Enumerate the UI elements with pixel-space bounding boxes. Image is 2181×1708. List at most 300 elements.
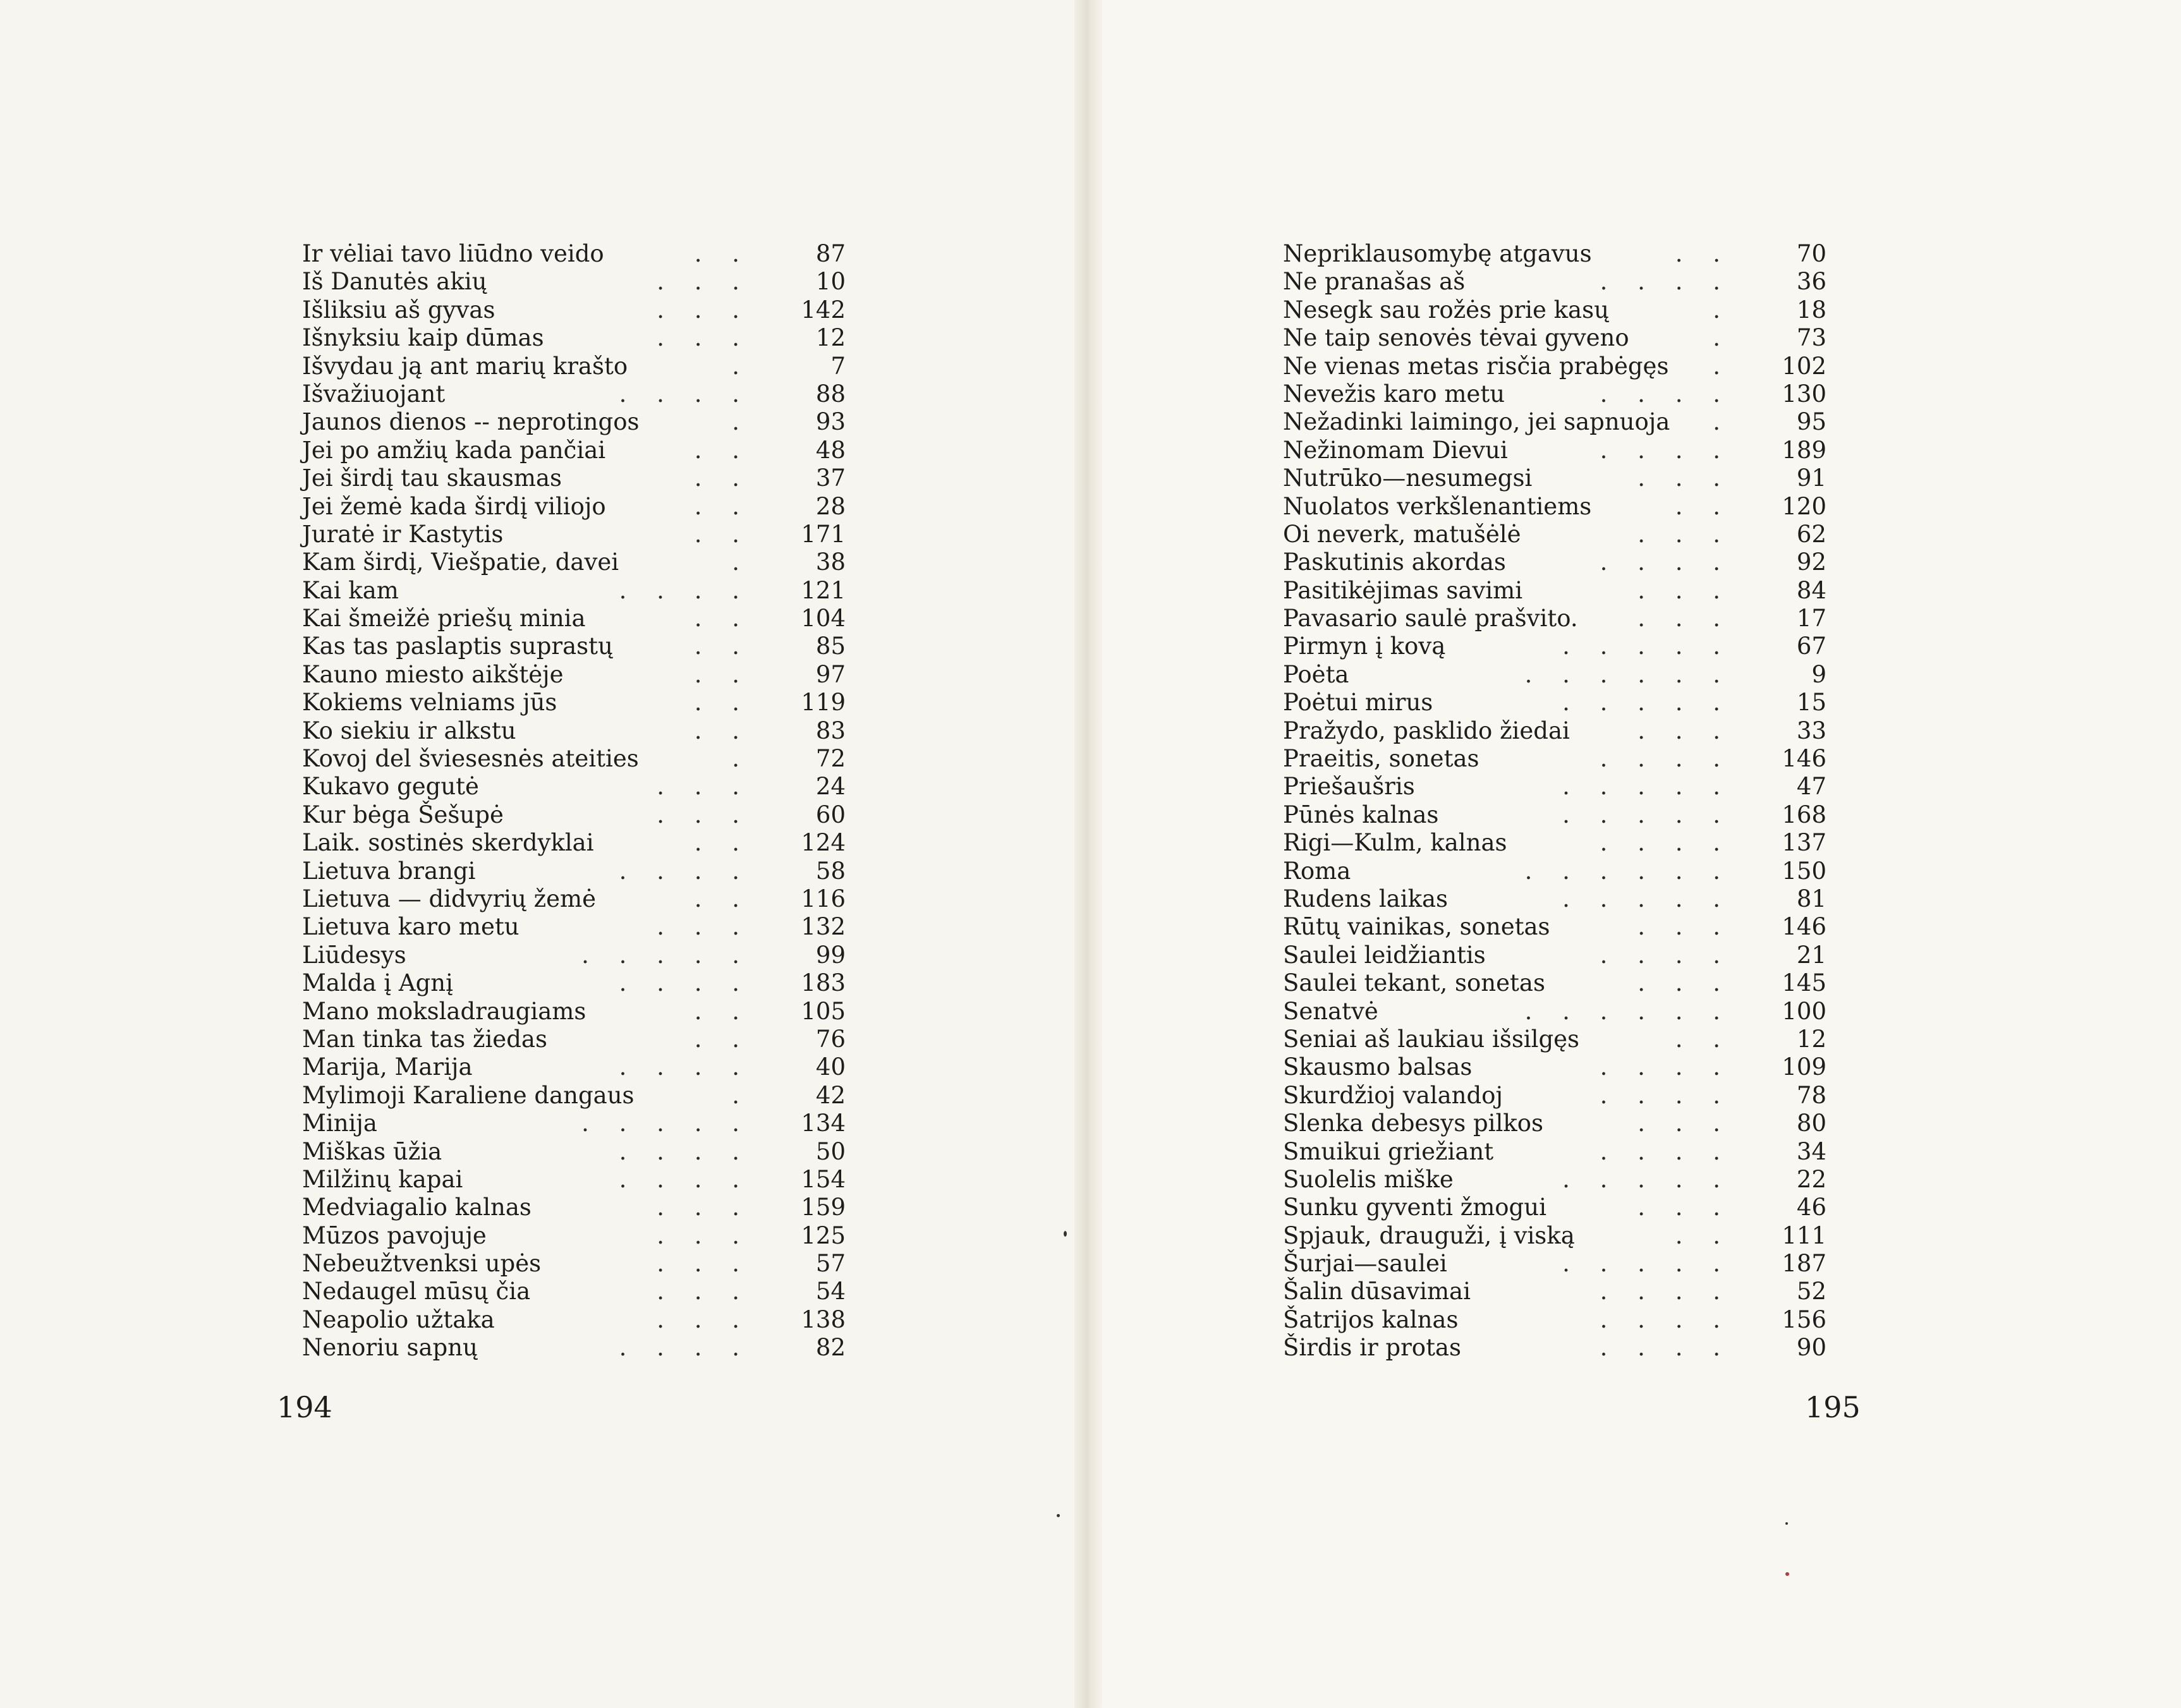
index-entry (1283, 913, 1826, 941)
index-entry (1283, 1222, 1826, 1250)
index-entry (302, 969, 846, 997)
index-entry (1283, 548, 1826, 576)
entry-leader-dots: . . . . (1600, 548, 1732, 576)
entry-title: Pavasario saulė prašvito. (1283, 605, 1578, 633)
entry-title: Juratė ir Kastytis (302, 520, 504, 548)
entry-page-number: 137 (1782, 829, 1826, 857)
entry-leader-dots: . . . . (1600, 380, 1732, 408)
entry-page-number: 95 (1796, 408, 1826, 436)
entry-page-number: 57 (815, 1250, 846, 1278)
entry-page-number: 90 (1796, 1334, 1826, 1362)
index-entry (302, 1194, 846, 1221)
entry-leader-dots: . . . . (619, 380, 751, 408)
entry-title: Suolelis miške (1283, 1165, 1454, 1193)
entry-title: Neapolio užtaka (302, 1305, 495, 1333)
entry-leader-dots: . . (694, 520, 751, 548)
entry-page-number: 78 (1796, 1081, 1826, 1109)
entry-title: Kukavo gegutė (302, 773, 479, 801)
index-entry (302, 577, 846, 605)
entry-page-number: 102 (1782, 352, 1826, 380)
entry-leader-dots: . . (1675, 240, 1732, 267)
entry-page-number: 46 (1796, 1194, 1826, 1221)
index-entry (302, 1138, 846, 1166)
entry-leader-dots: . . (1675, 1221, 1732, 1249)
index-entry (302, 801, 846, 829)
entry-page-number: 125 (801, 1221, 846, 1249)
entry-leader-dots: . . . . (1600, 268, 1732, 296)
entry-page-number: 189 (1782, 436, 1826, 464)
entry-page-number: 87 (815, 240, 846, 267)
entry-leader-dots: . . (694, 997, 751, 1025)
entry-title: Išvažiuojant (302, 380, 446, 408)
index-entry (1283, 773, 1826, 801)
index-entry (1283, 1082, 1826, 1110)
index-entry (302, 380, 846, 408)
entry-leader-dots: . . . (657, 1250, 751, 1278)
entry-page-number: 67 (1796, 633, 1826, 660)
entry-title: Priešaušris (1283, 773, 1415, 801)
entry-title: Paskutinis akordas (1283, 548, 1506, 576)
entry-leader-dots: . . . (657, 1221, 751, 1249)
entry-title: Man tinka tas žiedas (302, 1025, 547, 1053)
entry-leader-dots: . . . (1637, 576, 1732, 604)
index-entry (1283, 745, 1826, 773)
entry-leader-dots: . . (694, 240, 751, 267)
entry-page-number: 119 (801, 689, 846, 717)
index-entry (302, 1334, 846, 1362)
entry-leader-dots: . . . (657, 773, 751, 801)
index-entry (1283, 689, 1826, 717)
entry-leader-dots: . . . (1637, 605, 1732, 633)
index-entry (1283, 268, 1826, 296)
entry-title: Lietuva karo metu (302, 913, 519, 941)
entry-leader-dots: . . (694, 492, 751, 520)
entry-leader-dots: . . (1675, 1025, 1732, 1053)
entry-leader-dots: . . . . (1600, 1081, 1732, 1109)
index-entry (302, 633, 846, 660)
index-entry (1283, 885, 1826, 913)
entry-page-number: 24 (815, 773, 846, 801)
entry-leader-dots: . . (694, 717, 751, 744)
entry-leader-dots: . . . (657, 324, 751, 352)
entry-leader-dots: . . . . . . (1524, 857, 1732, 885)
entry-page-number: 28 (815, 492, 846, 520)
entry-page-number: 70 (1796, 240, 1826, 267)
index-entry (1283, 633, 1826, 660)
entry-title: Kam širdį, Viešpatie, davei (302, 548, 619, 576)
index-entry (1283, 717, 1826, 745)
entry-leader-dots: . (732, 548, 751, 576)
entry-leader-dots: . . . . . . (1524, 997, 1732, 1025)
entry-leader-dots: . . . (657, 268, 751, 296)
index-entry (302, 689, 846, 717)
index-entry (1283, 1334, 1826, 1362)
entry-leader-dots: . . (694, 660, 751, 688)
entry-title: Slenka debesys pilkos (1283, 1110, 1543, 1137)
index-entry (302, 857, 846, 885)
entry-page-number: 130 (1782, 380, 1826, 408)
entry-leader-dots: . . . . (619, 1137, 751, 1165)
entry-title: Nepriklausomybę atgavus (1283, 240, 1592, 267)
entry-leader-dots: . . . (657, 913, 751, 941)
index-entry (302, 1166, 846, 1194)
entry-page-number: 7 (830, 352, 846, 380)
index-entry (1283, 1166, 1826, 1194)
index-entry (302, 1053, 846, 1081)
index-entry (1283, 493, 1826, 521)
entry-leader-dots: . . . . (1600, 1334, 1732, 1362)
index-entry (302, 240, 846, 268)
entry-title: Nebeužtvenksi upės (302, 1250, 542, 1278)
index-entry (1283, 857, 1826, 885)
entry-title: Pražydo, pasklido žiedai (1283, 717, 1570, 744)
index-entry (302, 1026, 846, 1053)
index-entry (1283, 969, 1826, 997)
entry-title: Medviagalio kalnas (302, 1194, 532, 1221)
entry-title: Nuolatos verkšlenantiems (1283, 492, 1592, 520)
index-entry (302, 268, 846, 296)
index-entry (302, 1250, 846, 1278)
entry-leader-dots: . (732, 1081, 751, 1109)
entry-title: Senatvė (1283, 997, 1378, 1025)
entry-title: Lietuva — didvyrių žemė (302, 885, 596, 912)
paper-speck (1785, 1572, 1789, 1576)
entry-title: Kovoj del šviesesnės ateities (302, 745, 639, 773)
entry-page-number: 42 (815, 1081, 846, 1109)
entry-page-number: 154 (801, 1165, 846, 1193)
entry-title: Sunku gyventi žmogui (1283, 1194, 1546, 1221)
entry-page-number: 121 (801, 576, 846, 604)
entry-title: Išliksiu aš gyvas (302, 296, 495, 324)
index-entry (1283, 380, 1826, 408)
entry-leader-dots: . . . (1637, 969, 1732, 997)
entry-page-number: 145 (1782, 969, 1826, 997)
entry-page-number: 138 (801, 1305, 846, 1333)
entry-title: Ne vienas metas risčia prabėgęs (1283, 352, 1669, 380)
entry-page-number: 159 (801, 1194, 846, 1221)
entry-leader-dots: . (732, 352, 751, 380)
entry-leader-dots: . . . . (619, 969, 751, 997)
entry-leader-dots: . . . . (1600, 1305, 1732, 1333)
entry-leader-dots: . . (694, 633, 751, 660)
entry-page-number: 76 (815, 1025, 846, 1053)
entry-title: Marija, Marija (302, 1053, 473, 1081)
entry-page-number: 142 (801, 296, 846, 324)
index-entry (302, 942, 846, 969)
index-entry (302, 296, 846, 324)
entry-title: Mano moksladraugiams (302, 997, 586, 1025)
index-entry (302, 745, 846, 773)
index-entry (302, 464, 846, 492)
entry-page-number: 33 (1796, 717, 1826, 744)
entry-page-number: 92 (1796, 548, 1826, 576)
entry-title: Šatrijos kalnas (1283, 1305, 1459, 1333)
entry-title: Nežadinki laimingo, jei sapnuoja (1283, 408, 1670, 436)
entry-page-number: 150 (1782, 857, 1826, 885)
entry-title: Išvydau ją ant marių krašto (302, 352, 628, 380)
entry-page-number: 50 (815, 1137, 846, 1165)
entry-leader-dots: . . . (657, 1278, 751, 1305)
index-entry (1283, 521, 1826, 548)
entry-leader-dots: . . . . . (1562, 773, 1732, 801)
index-entry (1283, 353, 1826, 380)
entry-page-number: 111 (1782, 1221, 1826, 1249)
left-index-list (302, 240, 846, 1362)
entry-title: Ko siekiu ir alkstu (302, 717, 516, 744)
index-entry (302, 773, 846, 801)
entry-page-number: 93 (815, 408, 846, 436)
entry-page-number: 82 (815, 1334, 846, 1362)
entry-leader-dots: . . . . (619, 1053, 751, 1081)
entry-page-number: 120 (1782, 492, 1826, 520)
entry-page-number: 62 (1796, 520, 1826, 548)
entry-title: Kauno miesto aikštėje (302, 660, 564, 688)
index-entry (1283, 324, 1826, 352)
entry-leader-dots: . . . (657, 1194, 751, 1221)
index-entry (1283, 240, 1826, 268)
entry-leader-dots: . . . . . (581, 941, 751, 969)
entry-title: Kai kam (302, 576, 399, 604)
entry-title: Nenoriu sapnų (302, 1334, 478, 1362)
entry-page-number: 58 (815, 857, 846, 885)
entry-leader-dots: . . . . . (1562, 633, 1732, 660)
entry-title: Ir vėliai tavo liūdno veido (302, 240, 604, 267)
entry-page-number: 134 (801, 1110, 846, 1137)
entry-page-number: 10 (815, 268, 846, 296)
index-entry (302, 521, 846, 548)
entry-page-number: 187 (1782, 1250, 1826, 1278)
entry-page-number: 171 (801, 520, 846, 548)
entry-page-number: 91 (1796, 464, 1826, 492)
entry-page-number: 104 (801, 605, 846, 633)
entry-page-number: 36 (1796, 268, 1826, 296)
index-entry (1283, 1306, 1826, 1334)
entry-leader-dots: . . (694, 1025, 751, 1053)
entry-leader-dots: . . . . . (1562, 885, 1732, 912)
entry-title: Nesegk sau rožės prie kasų (1283, 296, 1609, 324)
entry-leader-dots: . . (694, 464, 751, 492)
entry-leader-dots: . . . (657, 801, 751, 828)
entry-title: Lietuva brangi (302, 857, 476, 885)
entry-leader-dots: . . . (1637, 1194, 1732, 1221)
entry-page-number: 85 (815, 633, 846, 660)
entry-page-number: 47 (1796, 773, 1826, 801)
index-entry (302, 829, 846, 857)
entry-page-number: 22 (1796, 1165, 1826, 1193)
entry-title: Jei po amžių kada pančiai (302, 436, 606, 464)
entry-title: Jei širdį tau skausmas (302, 464, 562, 492)
index-entry (302, 605, 846, 633)
index-entry (1283, 1053, 1826, 1081)
entry-page-number: 109 (1782, 1053, 1826, 1081)
index-entry (302, 437, 846, 464)
entry-leader-dots: . . . . (1600, 1053, 1732, 1081)
entry-leader-dots: . (1713, 352, 1732, 380)
index-entry (302, 548, 846, 576)
entry-title: Jei žemė kada širdį viliojo (302, 492, 606, 520)
entry-page-number: 99 (815, 941, 846, 969)
entry-leader-dots: . . (1675, 492, 1732, 520)
index-entry (302, 885, 846, 913)
entry-title: Skausmo balsas (1283, 1053, 1473, 1081)
entry-title: Malda į Agnį (302, 969, 453, 997)
entry-title: Išnyksiu kaip dūmas (302, 324, 544, 352)
entry-leader-dots: . . . . (619, 576, 751, 604)
index-entry (1283, 1250, 1826, 1278)
entry-title: Pasitikėjimas savimi (1283, 576, 1523, 604)
index-entry (1283, 801, 1826, 829)
entry-page-number: 12 (1796, 1025, 1826, 1053)
entry-page-number: 72 (815, 745, 846, 773)
entry-page-number: 48 (815, 436, 846, 464)
index-entry (302, 1110, 846, 1137)
entry-page-number: 54 (815, 1278, 846, 1305)
index-entry (1283, 1138, 1826, 1166)
entry-title: Skurdžioj valandoj (1283, 1081, 1503, 1109)
entry-page-number: 73 (1796, 324, 1826, 352)
entry-leader-dots: . . (694, 605, 751, 633)
entry-title: Rūtų vainikas, sonetas (1283, 913, 1550, 941)
entry-title: Kas tas paslaptis suprastų (302, 633, 613, 660)
entry-page-number: 52 (1796, 1278, 1826, 1305)
entry-page-number: 146 (1782, 745, 1826, 773)
entry-title: Nutrūko—nesumegsi (1283, 464, 1533, 492)
entry-title: Seniai aš laukiau išsilgęs (1283, 1025, 1580, 1053)
entry-leader-dots: . (732, 408, 751, 436)
index-entry (1283, 829, 1826, 857)
entry-title: Ne pranašas aš (1283, 268, 1466, 296)
entry-title: Šurjai—saulei (1283, 1250, 1447, 1278)
entry-title: Mylimoji Karaliene dangaus (302, 1081, 635, 1109)
entry-title: Saulei tekant, sonetas (1283, 969, 1545, 997)
index-entry (1283, 437, 1826, 464)
entry-leader-dots: . . . . . . (1524, 660, 1732, 688)
index-entry (302, 1082, 846, 1110)
index-entry (1283, 942, 1826, 969)
entry-page-number: 34 (1796, 1137, 1826, 1165)
page-number-right: 195 (1805, 1390, 1861, 1424)
entry-leader-dots: . . (694, 689, 751, 717)
index-entry (302, 717, 846, 745)
entry-leader-dots: . . . . (1600, 436, 1732, 464)
entry-leader-dots: . . . (657, 1305, 751, 1333)
entry-leader-dots: . . . . . (1562, 1165, 1732, 1193)
entry-title: Praeitis, sonetas (1283, 745, 1479, 773)
index-entry (1283, 1110, 1826, 1137)
right-index-list (1283, 240, 1826, 1362)
index-entry (302, 324, 846, 352)
entry-title: Nežinomam Dievui (1283, 436, 1508, 464)
index-entry (1283, 605, 1826, 633)
book-gutter (1074, 0, 1102, 1708)
entry-page-number: 21 (1796, 941, 1826, 969)
entry-title: Kokiems velniams jūs (302, 689, 557, 717)
entry-title: Mūzos pavojuje (302, 1221, 487, 1249)
entry-page-number: 17 (1796, 605, 1826, 633)
index-entry (1283, 296, 1826, 324)
entry-leader-dots: . . . . (1600, 745, 1732, 773)
entry-leader-dots: . (732, 745, 751, 773)
entry-leader-dots: . . . . . (1562, 1250, 1732, 1278)
paper-speck (1064, 1231, 1067, 1237)
entry-page-number: 124 (801, 829, 846, 857)
index-entry (302, 998, 846, 1026)
entry-leader-dots: . . . (1637, 1110, 1732, 1137)
entry-page-number: 132 (801, 913, 846, 941)
entry-leader-dots: . . . . . (1562, 689, 1732, 717)
entry-leader-dots: . (1713, 408, 1732, 436)
entry-leader-dots: . . . . (1600, 1278, 1732, 1305)
entry-page-number: 168 (1782, 801, 1826, 828)
entry-title: Poėtui mirus (1283, 689, 1433, 717)
entry-page-number: 156 (1782, 1305, 1826, 1333)
entry-title: Minija (302, 1110, 377, 1137)
entry-leader-dots: . . . . (1600, 829, 1732, 857)
index-entry (1283, 408, 1826, 436)
entry-page-number: 38 (815, 548, 846, 576)
entry-leader-dots: . (1713, 324, 1732, 352)
index-entry (302, 1222, 846, 1250)
entry-page-number: 37 (815, 464, 846, 492)
entry-page-number: 100 (1782, 997, 1826, 1025)
entry-title: Smuikui griežiant (1283, 1137, 1494, 1165)
entry-page-number: 116 (801, 885, 846, 912)
entry-title: Milžinų kapai (302, 1165, 463, 1193)
entry-page-number: 12 (815, 324, 846, 352)
entry-title: Širdis ir protas (1283, 1334, 1461, 1362)
entry-page-number: 9 (1811, 660, 1826, 688)
entry-title: Roma (1283, 857, 1351, 885)
page-number-left: 194 (277, 1390, 332, 1424)
entry-page-number: 40 (815, 1053, 846, 1081)
entry-leader-dots: . . (694, 829, 751, 857)
index-entry (1283, 577, 1826, 605)
entry-page-number: 80 (1796, 1110, 1826, 1137)
entry-title: Iš Danutės akių (302, 268, 487, 296)
entry-leader-dots: . (1713, 296, 1732, 324)
entry-leader-dots: . . . . (1600, 1137, 1732, 1165)
entry-leader-dots: . . . . (619, 1165, 751, 1193)
entry-leader-dots: . . . (1637, 913, 1732, 941)
entry-title: Kur bėga Šešupė (302, 801, 504, 828)
entry-leader-dots: . . . (1637, 717, 1732, 744)
entry-page-number: 183 (801, 969, 846, 997)
index-entry (302, 661, 846, 689)
entry-page-number: 18 (1796, 296, 1826, 324)
index-entry (1283, 464, 1826, 492)
entry-page-number: 83 (815, 717, 846, 744)
entry-title: Jaunos dienos -- neprotingos (302, 408, 640, 436)
entry-leader-dots: . . . . (619, 857, 751, 885)
entry-title: Saulei leidžiantis (1283, 941, 1486, 969)
entry-leader-dots: . . (694, 436, 751, 464)
entry-title: Pirmyn į kovą (1283, 633, 1446, 660)
entry-leader-dots: . . . . . (1562, 801, 1732, 828)
entry-page-number: 97 (815, 660, 846, 688)
index-entry (1283, 998, 1826, 1026)
entry-leader-dots: . . . (1637, 520, 1732, 548)
entry-page-number: 88 (815, 380, 846, 408)
entry-page-number: 105 (801, 997, 846, 1025)
paper-speck (1057, 1514, 1060, 1517)
entry-leader-dots: . . . . (1600, 941, 1732, 969)
entry-title: Oi neverk, matušėlė (1283, 520, 1521, 548)
entry-page-number: 81 (1796, 885, 1826, 912)
entry-title: Liūdesys (302, 941, 406, 969)
entry-title: Spjauk, drauguži, į viską (1283, 1221, 1575, 1249)
entry-leader-dots: . . (694, 885, 751, 912)
index-entry (1283, 1278, 1826, 1305)
